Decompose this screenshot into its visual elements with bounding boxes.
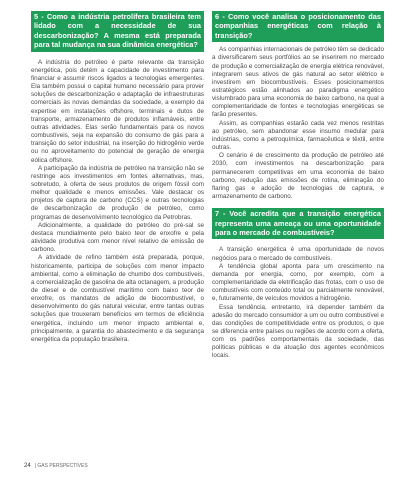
right-column: [212, 11, 384, 361]
publication-name: | GAS PERSPECTIVES: [34, 463, 88, 469]
question-7-heading: 7 - Você acredita que a transição energética representa uma ameaça ou uma oportunidade para o mercado de combustíveis?: [212, 208, 384, 239]
answer-6-paragraph-2: Assim, as companhias estarão cada vez menos restritas ao petróleo, sem abandonar esse insumo medular para indústrias, como a petroquímica, farmacêutica e têxtil, entre outras.: [212, 119, 384, 152]
question-6-heading: 6 - Como você analisa o posicionamento das companhias energéticas com relação à transição?: [212, 11, 384, 42]
answer-7-paragraph-2: A tendência global aponta para um crescimento na demanda por energia, como, por exemplo, com a complementaridade da eletrificação das frotas, com o uso de combustíveis com conteúdo total ou parcialmente renovável, e, futuramente, de veículos movidos a hidrogênio.: [212, 262, 384, 303]
page-footer: [24, 463, 88, 469]
question-5-heading: 5 - Como a indústria petrolífera brasileira tem lidado com a necessidade de sua descarbonização? A mesma está preparada para tal mudança na sua dinâmica energética?: [31, 11, 204, 52]
answer-5-paragraph-1: A indústria do petróleo é parte relevante da transição energética, pois detém a capacidade de investimento para financiar e assumir riscos ligados a tecnologias emergentes. Ela também possui o capital humano necessário para prover soluções de descarbonização e adaptação de infraestruturas comerciais às novas demandas da sociedade, a exemplo da expertise em instalações offshore, terminais e dutos de transporte, armazenamento de produtos inflamáveis, entre outras atividades. Elas serão fundamentais para os novos combustíveis, seja na expansão do consumo de gás para a transição do setor industrial, na inserção do hidrogênio verde ou no aproveitamento do potencial de geração de energia eólica offshore.: [31, 58, 204, 164]
answer-6-paragraph-3: O cenário é de crescimento da produção de petróleo até 2030, com investimentos na descarbonização para permanecerem competitivas em uma economia de baixo carbono, redução das emissões de rotina, eliminação do flaring gas e adoção de tecnologias de captura, e armazenamento de carbono.: [212, 152, 384, 201]
left-column: [31, 11, 204, 344]
answer-6-paragraph-1: As companhias internacionais de petróleo têm se dedicado a diversificarem seus portfólios ao se inserirem no mercado de produção e comercialização de energia elétrica renovável, integrarem seus ativos de gás natural ao setor elétrico e investirem em biocombustíveis. Esses posicionamentos estratégicos estão alinhados ao paradigma energético vislumbrado para uma economia de baixo carbono, na qual a complementaridade de fontes e tecnologias energéticas se farão presentes.: [212, 46, 384, 119]
answer-5-paragraph-2: A participação da indústria de petróleo na transição não se restringe aos investimentos em fontes alternativas, mas, sobretudo, à oferta de seus produtos de origem fóssil com melhor qualidade e menos emissões. Vale destacar os projetos de captura de carbono (CCS) e outras tecnologias de descarbonização de produção de petróleo, como programas de desenvolvimento tecnológico da Petrobras.: [31, 164, 204, 221]
page-number: 24: [24, 463, 31, 469]
answer-5-paragraph-4: A atividade de refino também está preparada, porque, historicamente, participa de soluções com menor impacto ambiental, como a eliminação de chumbo dos combustíveis, a comercialização de gasolina de alta octanagem, a produção de diesel e de combustível marítimo com baixo teor de enxofre, os mandatos de adição de biocombustível, o desenvolvimento do gás natural veicular, entre tantas outras soluções que trouxeram benefícios em termos de eficiência energética, incluindo um menor impacto ambiental e, principalmente, a garantia do abastecimento e da segurança energética da população brasileira.: [31, 254, 204, 343]
answer-7-paragraph-1: A transição energética é uma oportunidade de novos negócios para o mercado de combustíveis.: [212, 246, 384, 262]
answer-7-paragraph-3: Essa tendência, entretanto, irá depender também da adesão do mercado consumidor a um ou outro combustível e das condições de competitividade entre os produtos, o que se diferencia entre países ou regiões de acordo com a oferta, com os padrões comportamentais da sociedade, das políticas públicas e da atuação dos agentes econômicos locais.: [212, 303, 384, 360]
answer-5-paragraph-3: Adicionalmente, a qualidade do petróleo do pré-sal se destaca mundialmente pelo baixo teor de enxofre e pela atividade produtiva com menor nível relativo de emissão de carbono.: [31, 221, 204, 254]
